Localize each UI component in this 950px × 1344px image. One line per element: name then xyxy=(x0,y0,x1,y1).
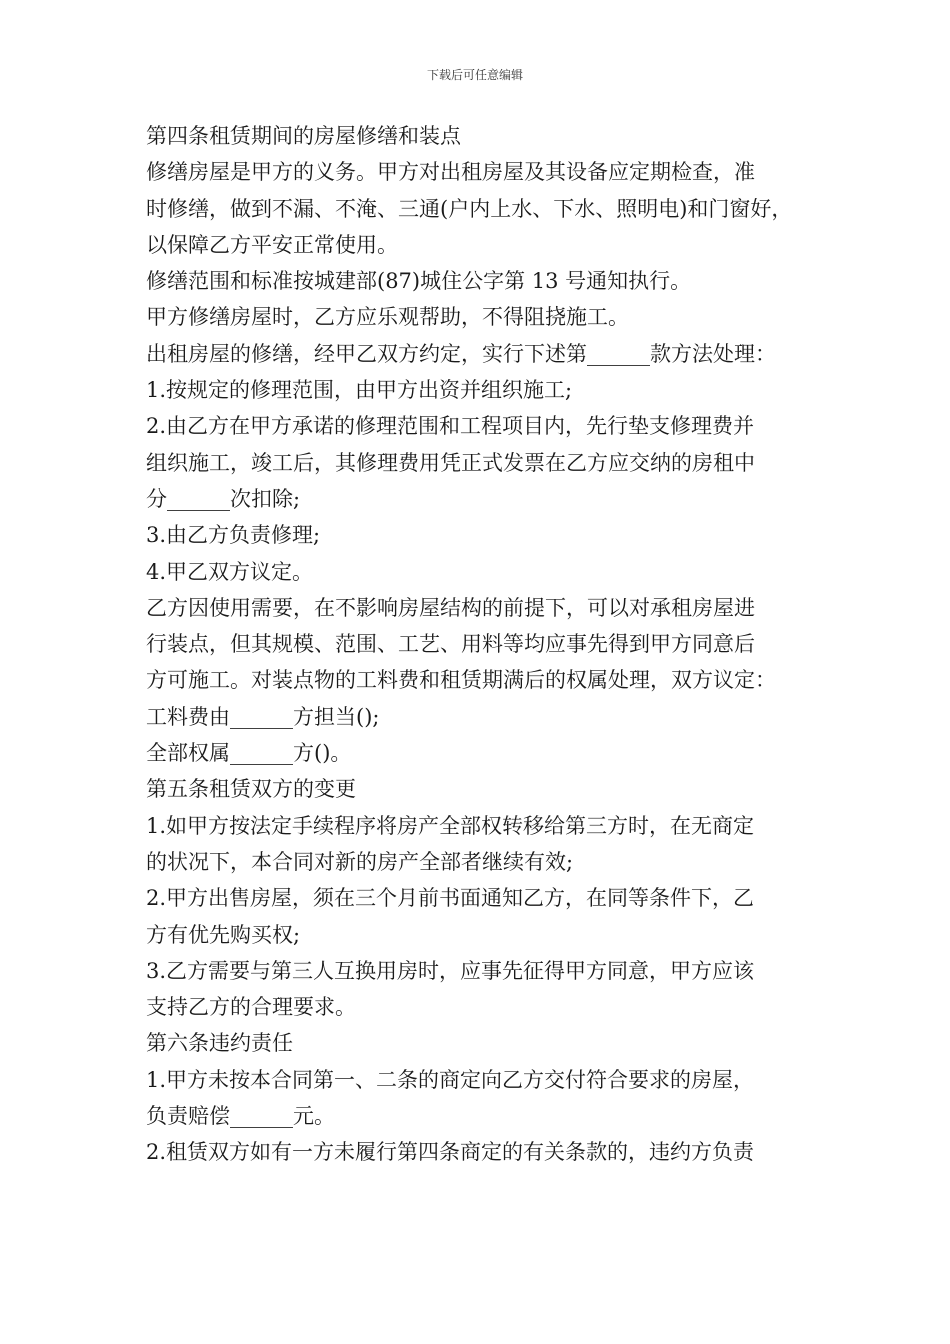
list-item: 组织施工，竣工后，其修理费用凭正式发票在乙方应交纳的房租中 xyxy=(146,450,755,475)
section-title: 第五条租赁双方的变更 xyxy=(146,777,356,802)
paragraph-line: 出租房屋的修缮，经甲乙双方约定，实行下述第______款方法处理： xyxy=(146,341,776,366)
list-item: 2.由乙方在甲方承诺的修理范围和工程项目内，先行垫支修理费并 xyxy=(146,414,755,439)
section-title: 第六条违约责任 xyxy=(146,1031,293,1056)
list-item: 4.甲乙双方议定。 xyxy=(146,559,314,584)
page-header: 下载后可任意编辑 xyxy=(426,68,523,82)
list-item: 方有优先购买权; xyxy=(146,922,301,947)
paragraph-line: 甲方修缮房屋时，乙方应乐观帮助，不得阻挠施工。 xyxy=(146,305,629,330)
list-item: 1.如甲方按法定手续程序将房产全部权转移给第三方时，在无商定 xyxy=(146,813,755,838)
list-item: 3.由乙方负责修理; xyxy=(146,523,321,548)
section-title: 第四条租赁期间的房屋修缮和装点 xyxy=(146,124,461,148)
list-item: 分______次扣除; xyxy=(146,486,301,511)
list-item: 3.乙方需要与第三人互换用房时，应事先征得甲方同意，甲方应该 xyxy=(146,958,755,983)
paragraph-line: 修缮房屋是甲方的义务。甲方对出租房屋及其设备应定期检查，准 xyxy=(146,160,755,185)
paragraph-line: 工料费由______方担当(); xyxy=(146,704,380,729)
document-body xyxy=(146,118,816,1171)
list-item: 2.甲方出售房屋，须在三个月前书面通知乙方，在同等条件下，乙 xyxy=(146,886,755,911)
paragraph-line: 乙方因使用需要，在不影响房屋结构的前提下，可以对承租房屋进 xyxy=(146,595,755,620)
list-item: 的状况下，本合同对新的房产全部者继续有效; xyxy=(146,849,574,874)
paragraph-line: 行装点，但其规模、范围、工艺、用料等均应事先得到甲方同意后 xyxy=(146,632,755,657)
paragraph-line: 修缮范围和标准按城建部(87)城住公字第 13 号通知执行。 xyxy=(146,269,692,294)
paragraph-line: 全部权属______方()。 xyxy=(146,741,352,766)
list-item: 1.按规定的修理范围，由甲方出资并组织施工; xyxy=(146,378,573,403)
list-item: 2.租赁双方如有一方未履行第四条商定的有关条款的，违约方负责 xyxy=(146,1140,755,1165)
list-item: 负责赔偿______元。 xyxy=(146,1104,335,1129)
list-item: 1.甲方未按本合同第一、二条的商定向乙方交付符合要求的房屋， xyxy=(146,1067,755,1092)
paragraph-line: 时修缮，做到不漏、不淹、三通(户内上水、下水、照明电)和门窗好， xyxy=(146,196,793,221)
paragraph-line: 以保障乙方平安正常使用。 xyxy=(146,232,398,257)
list-item: 支持乙方的合理要求。 xyxy=(146,995,356,1020)
paragraph-line: 方可施工。对装点物的工料费和租赁期满后的权属处理，双方议定： xyxy=(146,668,776,693)
